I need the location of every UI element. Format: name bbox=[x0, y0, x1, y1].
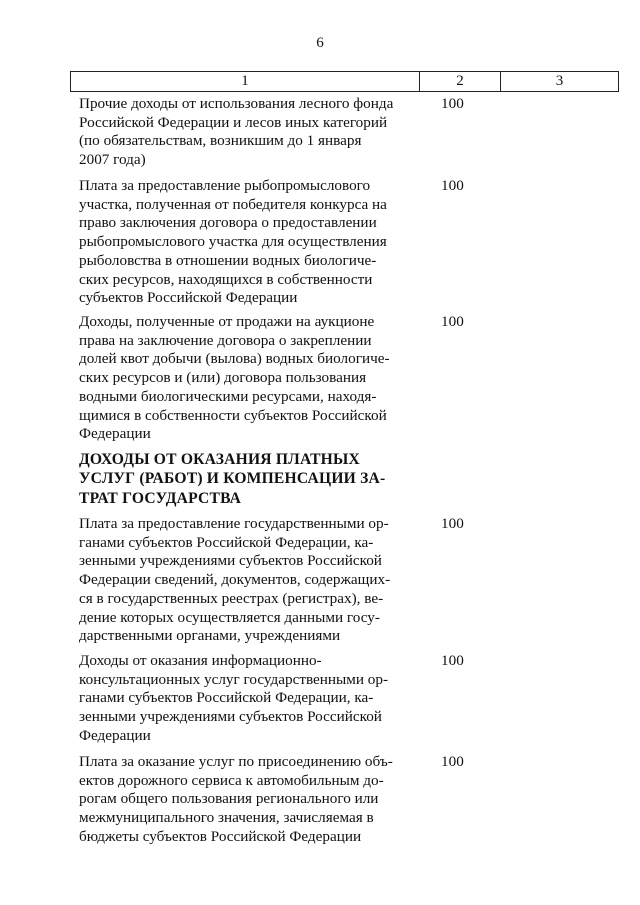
column-header-3: 3 bbox=[555, 73, 564, 89]
table-header bbox=[70, 71, 619, 92]
row-percent-value: 100 bbox=[441, 313, 464, 330]
section-heading: ДОХОДЫ ОТ ОКАЗАНИЯ ПЛАТНЫХ УСЛУГ (РАБОТ) И КОМПЕНСАЦИИ ЗА- ТРАТ ГОСУДАРСТВА bbox=[79, 451, 386, 507]
row-description: Доходы от оказания информационно- консультационных услуг государственными ор- ганами субъектов Российской Федерации, ка- зенными учреждениями субъектов Российской Федерации bbox=[79, 652, 389, 744]
row-percent-value: 100 bbox=[441, 753, 464, 770]
table-row-auction-quota-income bbox=[79, 313, 619, 444]
table-row-other-forest-income bbox=[79, 95, 619, 170]
row-percent-value: 100 bbox=[441, 652, 464, 669]
row-description: Плата за предоставление государственными ор- ганами субъектов Российской Федерации, ка- зенными учреждениями субъектов Российской Федерации сведений, документов, содержащих- ся в государственных реестрах (регистрах), ве- дение которых осуществляется данными госу- дарственными органами, учреждениями bbox=[79, 515, 391, 645]
table-row-road-service-connection-fee bbox=[79, 753, 619, 847]
row-percent-value: 100 bbox=[441, 177, 464, 194]
page-number: 6 bbox=[316, 35, 324, 51]
row-description: Плата за оказание услуг по присоединению объ- ектов дорожного сервиса к автомобильным до- рогам общего пользования регионального или межмуниципального значения, зачисляемая в бюджеты субъектов Российской Федерации bbox=[79, 753, 393, 845]
row-description: Плата за предоставление рыбопромыслового участка, полученная от победителя конкурса на право заключения договора о предоставлении рыбопромыслового участка для осуществления рыболовства в отношении водных биологиче- ских ресурсов, находящихся в собственности субъектов Российской Федерации bbox=[79, 177, 387, 307]
column-header-2: 2 bbox=[420, 72, 501, 91]
table-row-fishing-site-fee bbox=[79, 177, 619, 308]
row-percent-value: 100 bbox=[441, 95, 464, 112]
row-percent-value: 100 bbox=[441, 515, 464, 532]
column-header-1: 1 bbox=[71, 72, 420, 91]
row-description: Доходы, полученные от продажи на аукционе права на заключение договора о закреплении долей квот добычи (вылова) водных биологиче- ских ресурсов и (или) договора пользования водными биологическими ресурсами, находя- щимися в собственности субъектов Российской Федерации bbox=[79, 313, 390, 443]
table-row-registry-info-fee bbox=[79, 515, 619, 646]
table-row-consulting-services-income bbox=[79, 652, 619, 746]
row-description: Прочие доходы от использования лесного фонда Российской Федерации и лесов иных категорий (по обязательствам, возникшим до 1 января 2007 года) bbox=[79, 95, 394, 169]
